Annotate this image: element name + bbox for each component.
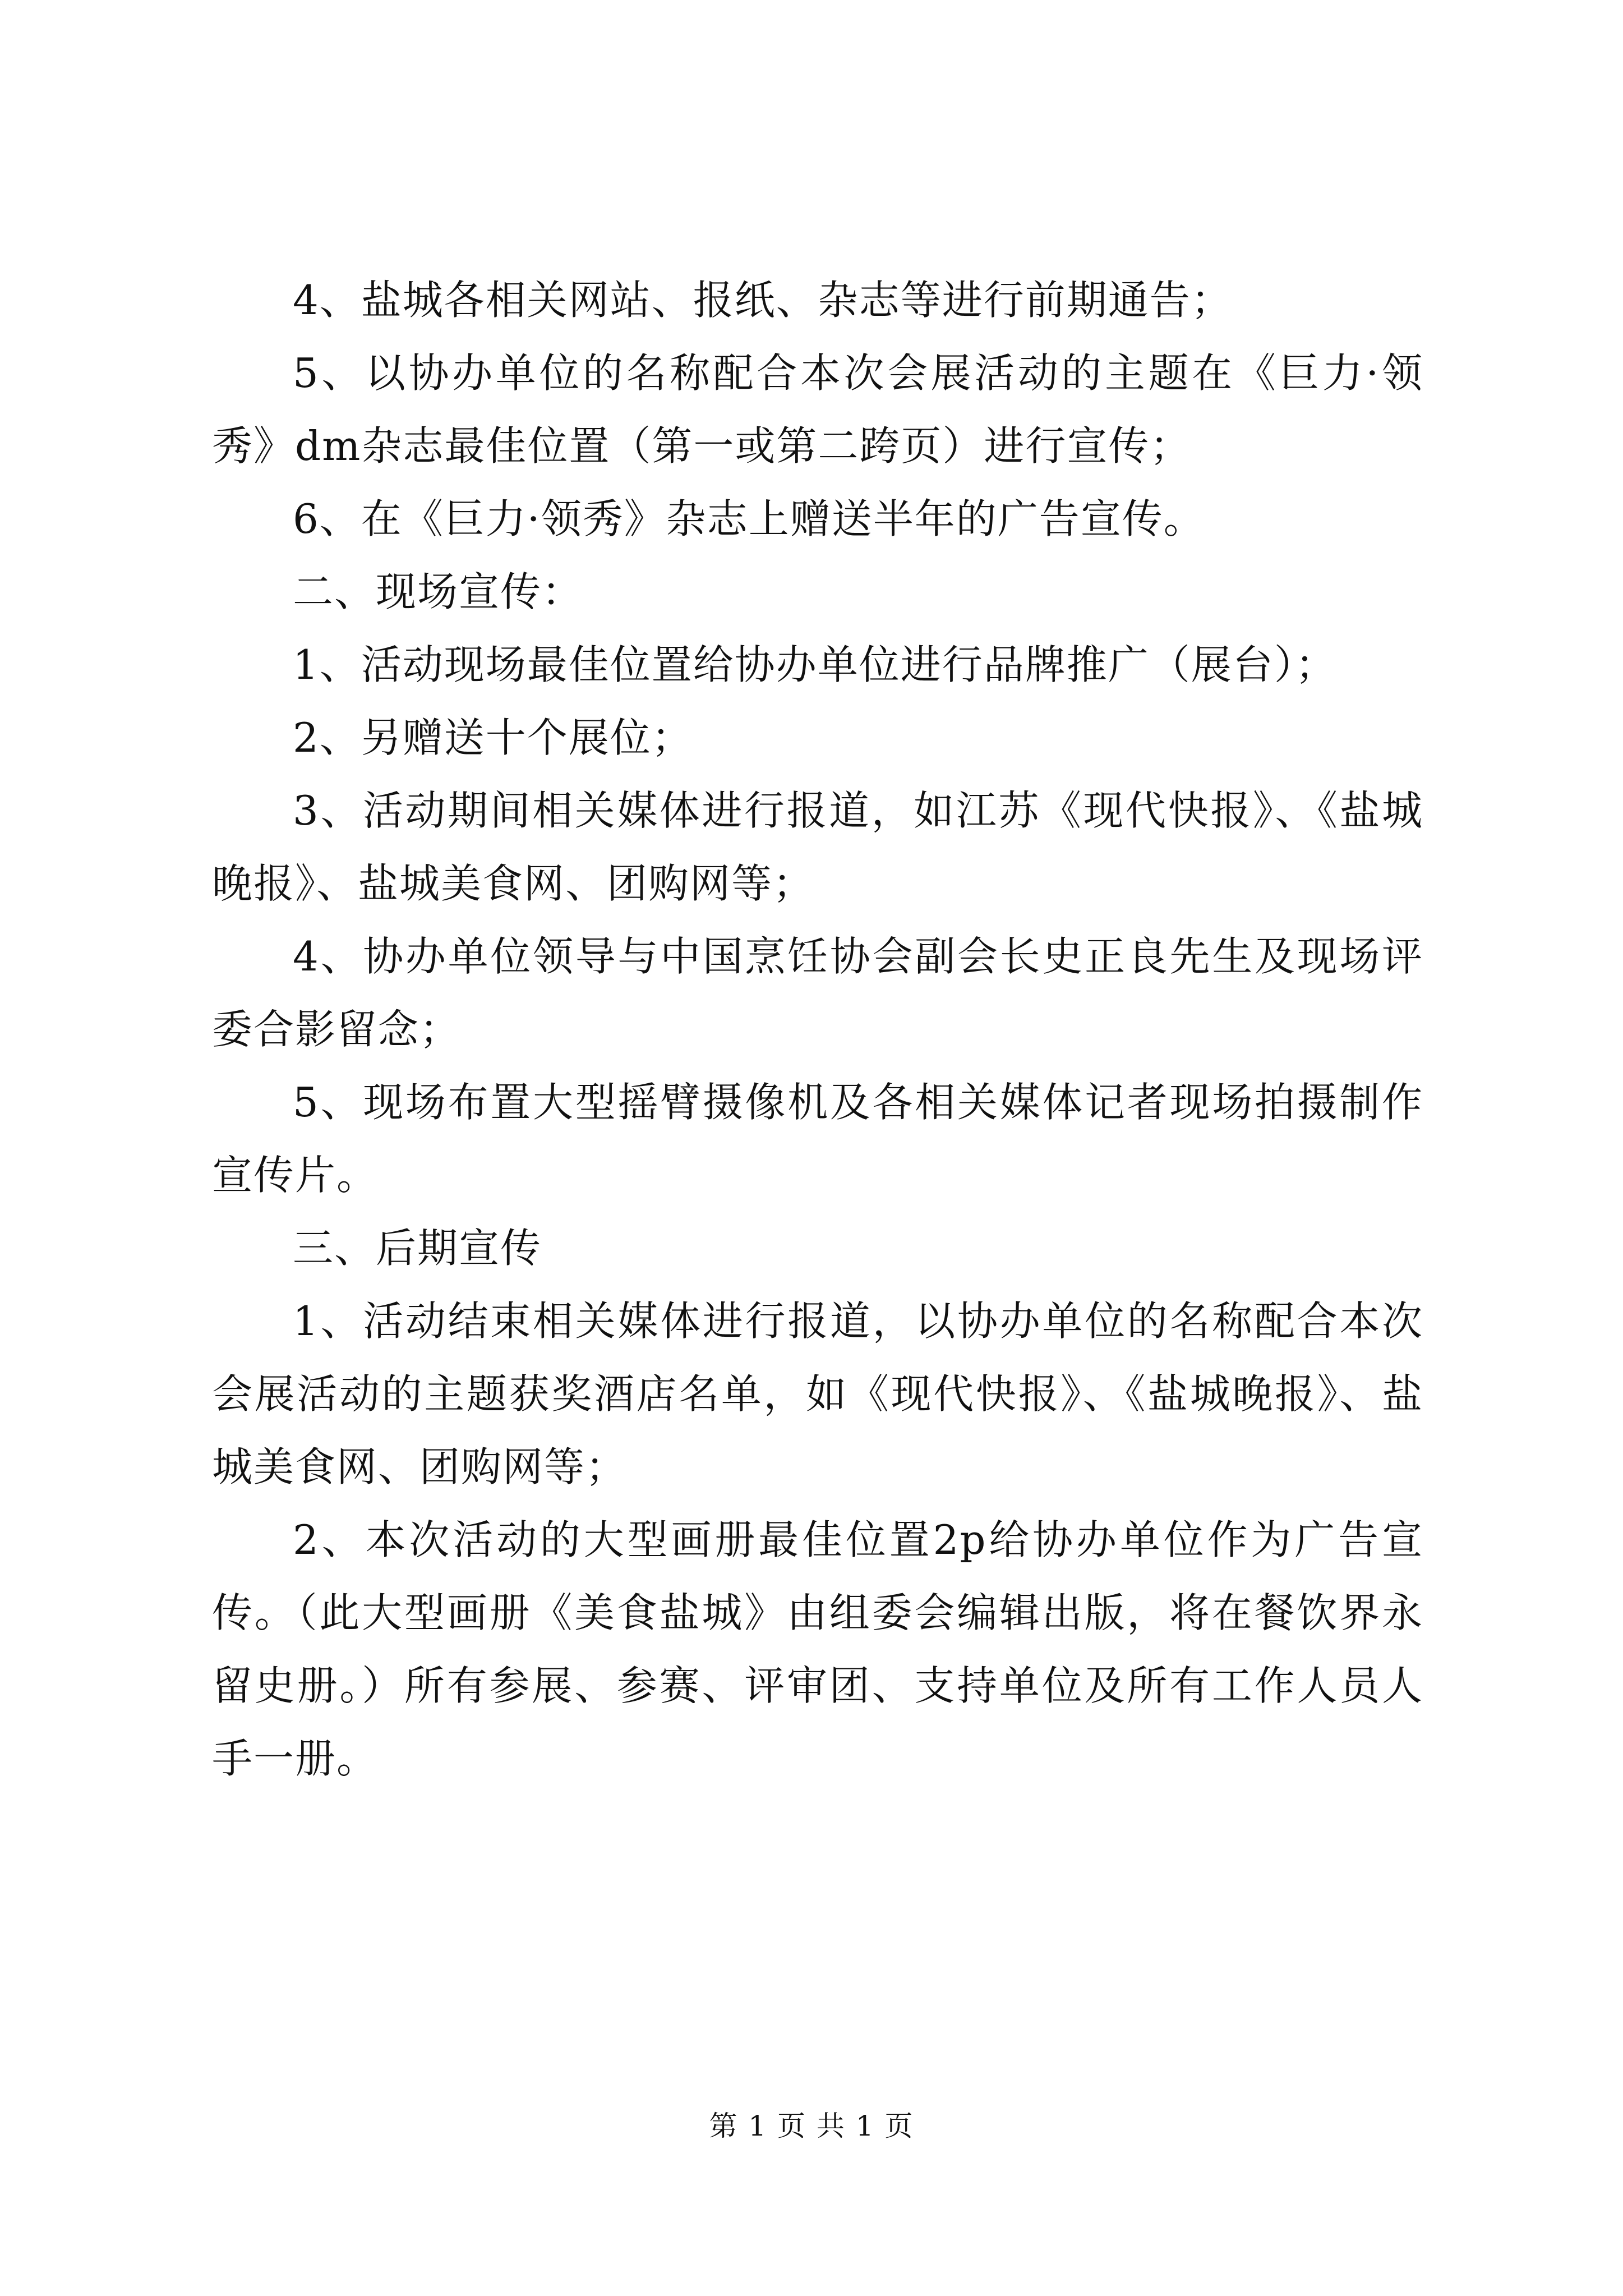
paragraph-media-coverage: 3、活动期间相关媒体进行报道，如江苏《现代快报》、《盐城晚报》、盐城美食网、团购网等； [212,787,1423,907]
section-heading-post-event: 三、后期宣传 [293,1225,542,1272]
paragraph-booths: 2、另赠送十个展位； [293,714,693,761]
document-body [212,264,1423,1795]
paragraph-advance-notice: 4、盐城各相关网站、报纸、杂志等进行前期通告； [293,277,1233,324]
paragraph-album-ad: 2、本次活动的大型画册最佳位置2p给协办单位作为广告宣传。（此大型画册《美食盐城》由组委会编辑出版，将在餐饮界永留史册。）所有参展、参赛、评审团、支持单位及所有工作人员人手一册。 [212,1516,1423,1782]
paragraph-magazine-promotion: 5、以协办单位的名称配合本次会展活动的主题在《巨力·领秀》dm杂志最佳位置（第一或第二跨页）进行宣传； [212,349,1423,470]
paragraph-free-ads: 6、在《巨力·领秀》杂志上赠送半年的广告宣传。 [293,495,1205,542]
paragraph-group-photo: 4、协办单位领导与中国烹饪协会副会长史正良先生及现场评委合影留念； [212,933,1423,1053]
paragraph-post-reports: 1、活动结束相关媒体进行报道，以协办单位的名称配合本次会展活动的主题获奖酒店名单，如《现代快报》、《盐城晚报》、盐城美食网、团购网等； [212,1297,1423,1490]
page-footer: 第 1 页 共 1 页 [709,2110,914,2142]
paragraph-brand-promotion: 1、活动现场最佳位置给协办单位进行品牌推广（展台）； [293,641,1337,688]
section-heading-onsite: 二、现场宣传： [293,568,584,615]
paragraph-video-filming: 5、现场布置大型摇臂摄像机及各相关媒体记者现场拍摄制作宣传片。 [212,1079,1423,1199]
